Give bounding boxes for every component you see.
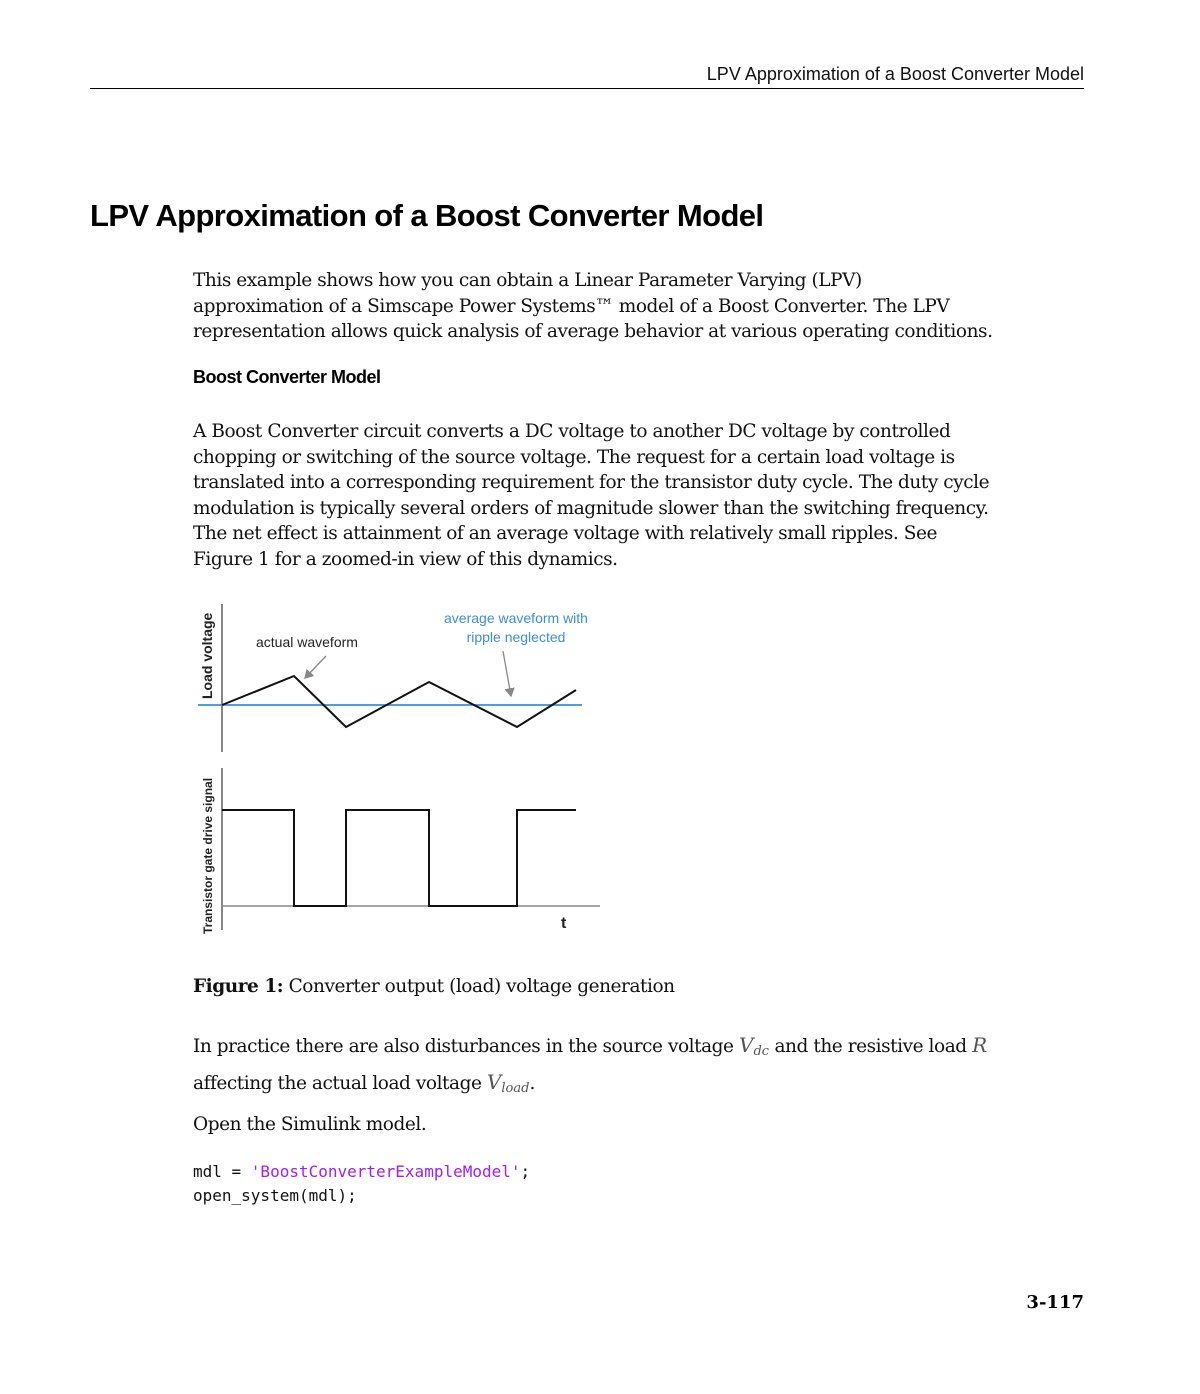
paragraph-line: Figure 1 for a zoomed-in view of this dynamics. bbox=[193, 548, 618, 570]
page-title: LPV Approximation of a Boost Converter Model bbox=[90, 198, 764, 233]
waveform-figure bbox=[190, 596, 610, 946]
section-heading: Boost Converter Model bbox=[193, 367, 381, 387]
paragraph-line: The net effect is attainment of an average voltage with relatively small ripples. See bbox=[193, 523, 937, 545]
code-text: ; bbox=[520, 1162, 531, 1181]
code-text: open_system(mdl); bbox=[193, 1186, 357, 1205]
math-subscript: dc bbox=[753, 1044, 770, 1059]
code-block[interactable] bbox=[193, 1160, 530, 1208]
x-axis-label: t bbox=[561, 915, 567, 932]
top-y-axis-label: Load voltage bbox=[199, 612, 215, 699]
page-number: 3-117 bbox=[1026, 1292, 1084, 1313]
actual-waveform bbox=[222, 676, 576, 727]
actual-waveform-annotation: actual waveform bbox=[256, 634, 358, 650]
figure-caption bbox=[193, 976, 675, 997]
intro-line: This example shows how you can obtain a Linear Parameter Varying (LPV) bbox=[193, 270, 862, 291]
caption-label: Figure 1: bbox=[193, 976, 284, 997]
gate-drive-signal bbox=[222, 810, 576, 906]
paragraph-text: and the resistive load bbox=[769, 1036, 973, 1057]
paragraph-text: affecting the actual load voltage bbox=[193, 1073, 487, 1094]
code-text: mdl = bbox=[193, 1162, 251, 1181]
boost-converter-paragraph bbox=[193, 419, 1093, 573]
intro-line: representation allows quick analysis of average behavior at various operating conditions. bbox=[193, 321, 993, 343]
open-model-paragraph: Open the Simulink model. bbox=[193, 1114, 427, 1135]
annotation-arrow bbox=[305, 656, 326, 678]
bottom-y-axis-label: Transistor gate drive signal bbox=[201, 777, 215, 934]
math-subscript: load bbox=[501, 1081, 530, 1096]
math-base: V bbox=[486, 1070, 502, 1094]
math-base: V bbox=[738, 1033, 754, 1057]
average-waveform-annotation-line1: average waveform with bbox=[444, 610, 588, 626]
average-waveform-annotation-line2: ripple neglected bbox=[466, 629, 566, 645]
intro-line: approximation of a Simscape Power Systems™ model of a Boost Converter. The LPV bbox=[193, 295, 950, 317]
intro-paragraph bbox=[193, 268, 1093, 345]
vload-symbol bbox=[487, 1070, 530, 1094]
paragraph-line: A Boost Converter circuit converts a DC voltage to another DC voltage by controlled bbox=[193, 421, 951, 442]
caption-text: Converter output (load) voltage generation bbox=[283, 976, 675, 997]
paragraph-text: In practice there are also disturbances in the source voltage bbox=[193, 1036, 739, 1057]
r-symbol: R bbox=[972, 1033, 988, 1057]
paragraph-line: modulation is typically several orders of magnitude slower than the switching frequency. bbox=[193, 497, 989, 519]
header-rule bbox=[90, 88, 1084, 89]
code-string: 'BoostConverterExampleModel' bbox=[250, 1162, 521, 1181]
disturbance-paragraph bbox=[193, 1030, 1093, 1104]
running-header: LPV Approximation of a Boost Converter Model bbox=[706, 64, 1084, 84]
annotation-arrow bbox=[503, 651, 511, 696]
vdc-symbol bbox=[739, 1033, 769, 1057]
paragraph-line: translated into a corresponding requirement for the transistor duty cycle. The duty cycle bbox=[193, 472, 990, 494]
paragraph-line: chopping or switching of the source voltage. The request for a certain load voltage is bbox=[193, 446, 955, 468]
paragraph-text: . bbox=[529, 1073, 535, 1094]
